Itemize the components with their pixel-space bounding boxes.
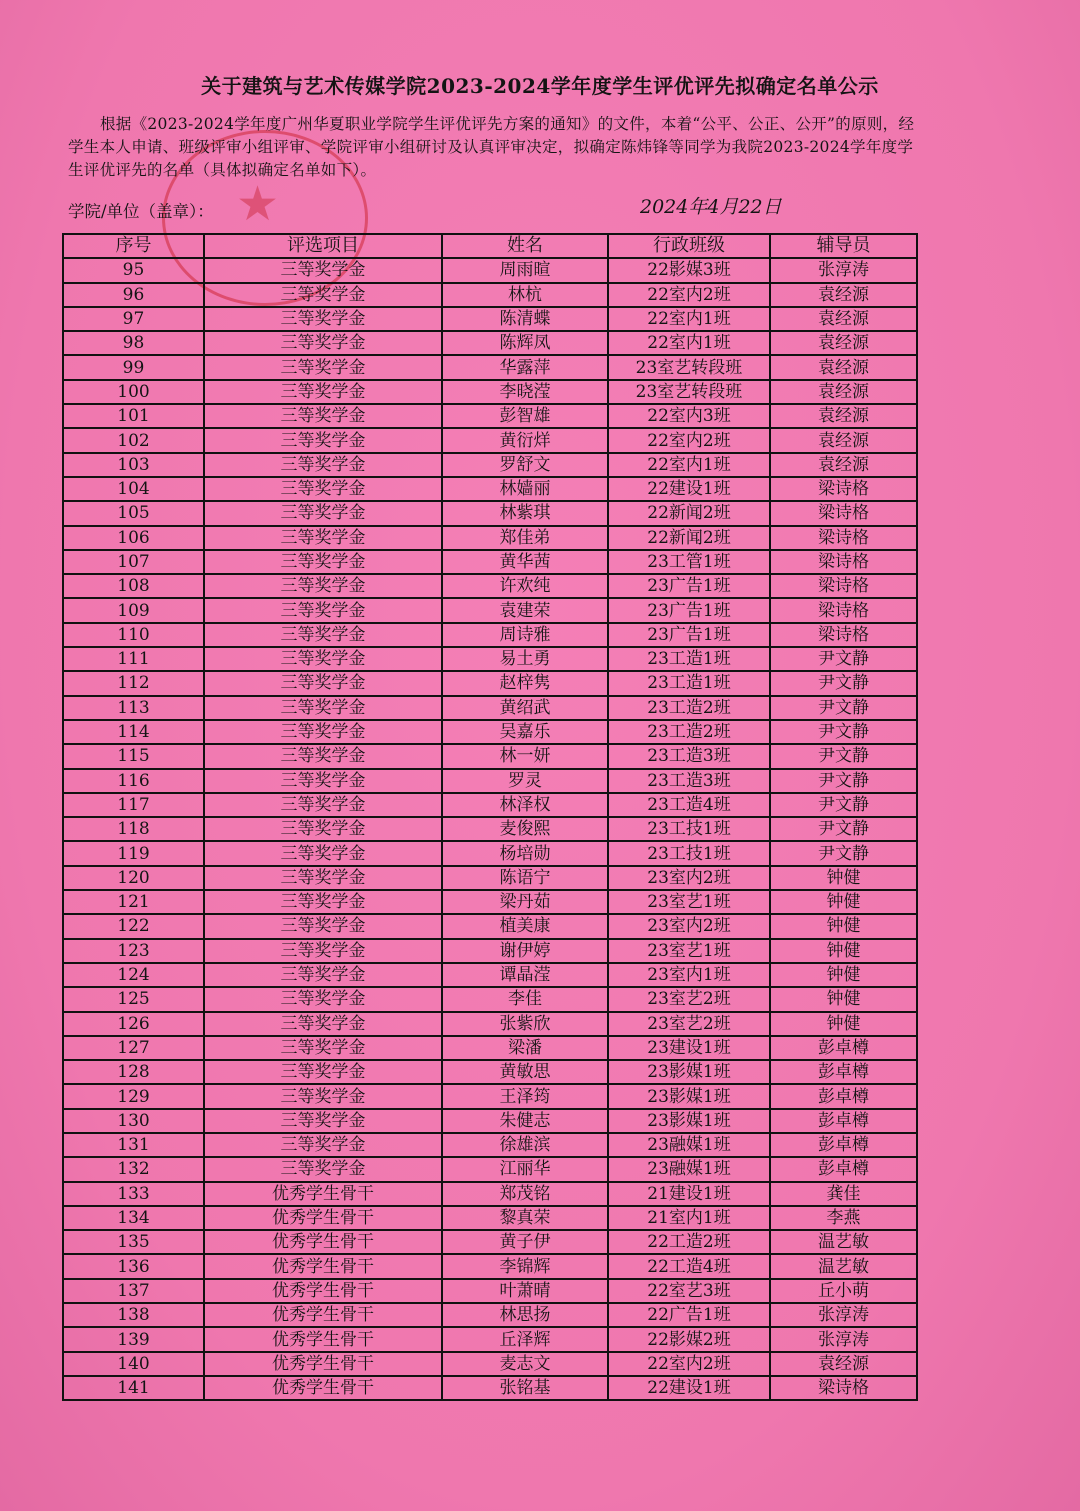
seal-star-icon: ★	[236, 176, 280, 232]
cell-name: 罗舒文	[442, 453, 608, 477]
cell-name: 袁建荣	[442, 598, 608, 622]
cell-award-item: 三等奖学金	[204, 501, 442, 525]
cell-counselor: 袁经源	[770, 307, 917, 331]
cell-serial: 134	[63, 1206, 204, 1230]
cell-serial: 97	[63, 307, 204, 331]
cell-class: 23室艺2班	[608, 1012, 770, 1036]
cell-name: 江丽华	[442, 1157, 608, 1181]
cell-serial: 109	[63, 598, 204, 622]
cell-class: 23工技1班	[608, 817, 770, 841]
cell-serial: 106	[63, 526, 204, 550]
cell-serial: 141	[63, 1376, 204, 1400]
cell-name: 林杭	[442, 283, 608, 307]
cell-serial: 136	[63, 1254, 204, 1278]
cell-name: 黄华茜	[442, 550, 608, 574]
cell-name: 张铭基	[442, 1376, 608, 1400]
cell-name: 许欢纯	[442, 574, 608, 598]
cell-serial: 123	[63, 939, 204, 963]
cell-award-item: 三等奖学金	[204, 914, 442, 938]
cell-class: 23室艺1班	[608, 939, 770, 963]
table-row	[63, 428, 917, 452]
table-row	[63, 963, 917, 987]
cell-class: 23工造1班	[608, 671, 770, 695]
table-header-row	[63, 234, 917, 258]
cell-counselor: 尹文静	[770, 720, 917, 744]
cell-counselor: 钟健	[770, 1012, 917, 1036]
cell-award-item: 优秀学生骨干	[204, 1182, 442, 1206]
cell-name: 陈语宁	[442, 866, 608, 890]
cell-counselor: 梁诗格	[770, 598, 917, 622]
cell-award-item: 三等奖学金	[204, 1060, 442, 1084]
cell-counselor: 尹文静	[770, 744, 917, 768]
cell-counselor: 尹文静	[770, 647, 917, 671]
table-row	[63, 355, 917, 379]
cell-counselor: 彭卓樽	[770, 1109, 917, 1133]
table-row	[63, 1376, 917, 1400]
unit-stamp-label: 学院/单位（盖章）：	[68, 202, 214, 221]
table-row	[63, 331, 917, 355]
cell-award-item: 三等奖学金	[204, 355, 442, 379]
cell-serial: 101	[63, 404, 204, 428]
cell-class: 23工造1班	[608, 647, 770, 671]
cell-counselor: 龚佳	[770, 1182, 917, 1206]
cell-class: 22室内1班	[608, 331, 770, 355]
cell-class: 22室内1班	[608, 307, 770, 331]
cell-class: 23工技1班	[608, 841, 770, 865]
cell-award-item: 优秀学生骨干	[204, 1303, 442, 1327]
header-counselor: 辅导员	[770, 234, 917, 258]
table-row	[63, 696, 917, 720]
cell-class: 22影媒3班	[608, 258, 770, 282]
cell-class: 23室内2班	[608, 914, 770, 938]
cell-award-item: 三等奖学金	[204, 428, 442, 452]
table-row	[63, 647, 917, 671]
cell-counselor: 温艺敏	[770, 1230, 917, 1254]
cell-serial: 115	[63, 744, 204, 768]
cell-name: 陈清蝶	[442, 307, 608, 331]
cell-serial: 104	[63, 477, 204, 501]
cell-name: 黄衍烊	[442, 428, 608, 452]
cell-serial: 131	[63, 1133, 204, 1157]
cell-class: 23融媒1班	[608, 1157, 770, 1181]
cell-serial: 96	[63, 283, 204, 307]
table-row	[63, 1060, 917, 1084]
table-row	[63, 1352, 917, 1376]
cell-serial: 139	[63, 1327, 204, 1351]
cell-award-item: 三等奖学金	[204, 890, 442, 914]
cell-award-item: 三等奖学金	[204, 963, 442, 987]
cell-counselor: 彭卓樽	[770, 1060, 917, 1084]
cell-class: 22新闻2班	[608, 526, 770, 550]
table-row	[63, 453, 917, 477]
cell-award-item: 三等奖学金	[204, 939, 442, 963]
table-row	[63, 1230, 917, 1254]
cell-class: 22室艺3班	[608, 1279, 770, 1303]
table-row	[63, 307, 917, 331]
cell-class: 23广告1班	[608, 598, 770, 622]
cell-counselor: 尹文静	[770, 841, 917, 865]
cell-serial: 137	[63, 1279, 204, 1303]
cell-name: 李晓滢	[442, 380, 608, 404]
cell-name: 黎真荣	[442, 1206, 608, 1230]
table-row	[63, 1133, 917, 1157]
cell-serial: 124	[63, 963, 204, 987]
table-row	[63, 526, 917, 550]
cell-serial: 138	[63, 1303, 204, 1327]
cell-class: 23室艺2班	[608, 987, 770, 1011]
table-row	[63, 477, 917, 501]
cell-serial: 107	[63, 550, 204, 574]
cell-counselor: 袁经源	[770, 1352, 917, 1376]
table-row	[63, 1109, 917, 1133]
cell-class: 23工管1班	[608, 550, 770, 574]
cell-serial: 117	[63, 793, 204, 817]
cell-award-item: 三等奖学金	[204, 866, 442, 890]
cell-serial: 112	[63, 671, 204, 695]
cell-award-item: 优秀学生骨干	[204, 1376, 442, 1400]
cell-counselor: 梁诗格	[770, 574, 917, 598]
cell-name: 徐雄滨	[442, 1133, 608, 1157]
cell-award-item: 三等奖学金	[204, 696, 442, 720]
cell-counselor: 钟健	[770, 890, 917, 914]
table-row	[63, 574, 917, 598]
header-serial: 序号	[63, 234, 204, 258]
cell-counselor: 彭卓樽	[770, 1036, 917, 1060]
cell-serial: 116	[63, 769, 204, 793]
table-row	[63, 720, 917, 744]
cell-name: 郑佳弟	[442, 526, 608, 550]
cell-class: 22室内2班	[608, 283, 770, 307]
table-row	[63, 380, 917, 404]
cell-counselor: 尹文静	[770, 696, 917, 720]
cell-name: 罗灵	[442, 769, 608, 793]
table-row	[63, 404, 917, 428]
table-row	[63, 1254, 917, 1278]
cell-name: 麦俊熙	[442, 817, 608, 841]
cell-counselor: 尹文静	[770, 769, 917, 793]
cell-award-item: 优秀学生骨干	[204, 1230, 442, 1254]
cell-serial: 118	[63, 817, 204, 841]
cell-award-item: 优秀学生骨干	[204, 1327, 442, 1351]
cell-class: 23融媒1班	[608, 1133, 770, 1157]
cell-award-item: 三等奖学金	[204, 574, 442, 598]
award-roster-table	[62, 233, 918, 1401]
cell-class: 23室艺1班	[608, 890, 770, 914]
cell-name: 易土勇	[442, 647, 608, 671]
table-row	[63, 914, 917, 938]
cell-name: 谢伊婷	[442, 939, 608, 963]
cell-serial: 128	[63, 1060, 204, 1084]
cell-serial: 133	[63, 1182, 204, 1206]
cell-serial: 120	[63, 866, 204, 890]
cell-class: 23工造3班	[608, 769, 770, 793]
cell-award-item: 优秀学生骨干	[204, 1352, 442, 1376]
cell-class: 23工造3班	[608, 744, 770, 768]
cell-class: 23广告1班	[608, 623, 770, 647]
cell-serial: 113	[63, 696, 204, 720]
cell-serial: 100	[63, 380, 204, 404]
cell-serial: 129	[63, 1084, 204, 1108]
cell-counselor: 袁经源	[770, 331, 917, 355]
cell-award-item: 三等奖学金	[204, 404, 442, 428]
table-row	[63, 1303, 917, 1327]
cell-award-item: 三等奖学金	[204, 720, 442, 744]
table-row	[63, 817, 917, 841]
header-award-item: 评选项目	[204, 234, 442, 258]
cell-award-item: 三等奖学金	[204, 307, 442, 331]
table-row	[63, 258, 917, 282]
table-row	[63, 841, 917, 865]
cell-serial: 135	[63, 1230, 204, 1254]
cell-serial: 127	[63, 1036, 204, 1060]
cell-award-item: 三等奖学金	[204, 1157, 442, 1181]
cell-class: 22影媒2班	[608, 1327, 770, 1351]
cell-class: 22广告1班	[608, 1303, 770, 1327]
cell-award-item: 三等奖学金	[204, 987, 442, 1011]
cell-name: 林嫱丽	[442, 477, 608, 501]
cell-serial: 114	[63, 720, 204, 744]
cell-serial: 98	[63, 331, 204, 355]
cell-class: 22室内2班	[608, 428, 770, 452]
cell-class: 23室内2班	[608, 866, 770, 890]
cell-name: 黄敏思	[442, 1060, 608, 1084]
cell-class: 22工造4班	[608, 1254, 770, 1278]
header-class: 行政班级	[608, 234, 770, 258]
cell-award-item: 三等奖学金	[204, 598, 442, 622]
cell-serial: 99	[63, 355, 204, 379]
table-row	[63, 939, 917, 963]
cell-counselor: 袁经源	[770, 380, 917, 404]
cell-name: 陈辉凤	[442, 331, 608, 355]
cell-award-item: 三等奖学金	[204, 1109, 442, 1133]
cell-serial: 119	[63, 841, 204, 865]
cell-serial: 105	[63, 501, 204, 525]
cell-name: 周雨暄	[442, 258, 608, 282]
table-row	[63, 1327, 917, 1351]
cell-counselor: 彭卓樽	[770, 1157, 917, 1181]
document-title: 关于建筑与艺术传媒学院2023-2024学年度学生评优评先拟确定名单公示	[201, 74, 879, 98]
table-row	[63, 769, 917, 793]
cell-serial: 108	[63, 574, 204, 598]
cell-serial: 121	[63, 890, 204, 914]
cell-counselor: 梁诗格	[770, 1376, 917, 1400]
cell-class: 23影媒1班	[608, 1060, 770, 1084]
table-row	[63, 283, 917, 307]
cell-class: 23工造2班	[608, 696, 770, 720]
table-row	[63, 744, 917, 768]
cell-name: 梁丹茹	[442, 890, 608, 914]
cell-class: 23影媒1班	[608, 1084, 770, 1108]
cell-name: 林思扬	[442, 1303, 608, 1327]
cell-award-item: 三等奖学金	[204, 1036, 442, 1060]
handwritten-date: 2024年4月22日	[640, 196, 782, 218]
cell-counselor: 张淳涛	[770, 258, 917, 282]
table-row	[63, 1206, 917, 1230]
cell-counselor: 钟健	[770, 987, 917, 1011]
cell-class: 22室内1班	[608, 453, 770, 477]
table-row	[63, 623, 917, 647]
cell-class: 22室内2班	[608, 1352, 770, 1376]
cell-name: 黄子伊	[442, 1230, 608, 1254]
cell-class: 23工造2班	[608, 720, 770, 744]
cell-name: 周诗雅	[442, 623, 608, 647]
cell-name: 黄绍武	[442, 696, 608, 720]
cell-counselor: 彭卓樽	[770, 1133, 917, 1157]
cell-award-item: 优秀学生骨干	[204, 1254, 442, 1278]
cell-award-item: 三等奖学金	[204, 1084, 442, 1108]
cell-counselor: 袁经源	[770, 453, 917, 477]
cell-counselor: 袁经源	[770, 404, 917, 428]
cell-class: 23室内1班	[608, 963, 770, 987]
cell-award-item: 三等奖学金	[204, 331, 442, 355]
cell-serial: 130	[63, 1109, 204, 1133]
cell-counselor: 梁诗格	[770, 477, 917, 501]
cell-class: 23建设1班	[608, 1036, 770, 1060]
cell-name: 丘泽辉	[442, 1327, 608, 1351]
cell-class: 23工造4班	[608, 793, 770, 817]
cell-class: 23室艺转段班	[608, 380, 770, 404]
cell-serial: 132	[63, 1157, 204, 1181]
cell-name: 华露萍	[442, 355, 608, 379]
cell-class: 22工造2班	[608, 1230, 770, 1254]
cell-award-item: 三等奖学金	[204, 671, 442, 695]
cell-class: 22建设1班	[608, 477, 770, 501]
table-row	[63, 598, 917, 622]
cell-name: 植美康	[442, 914, 608, 938]
cell-award-item: 三等奖学金	[204, 550, 442, 574]
cell-counselor: 尹文静	[770, 671, 917, 695]
table-row	[63, 987, 917, 1011]
cell-counselor: 温艺敏	[770, 1254, 917, 1278]
cell-name: 李佳	[442, 987, 608, 1011]
cell-serial: 102	[63, 428, 204, 452]
cell-class: 22室内3班	[608, 404, 770, 428]
cell-counselor: 彭卓樽	[770, 1084, 917, 1108]
cell-award-item: 三等奖学金	[204, 647, 442, 671]
cell-counselor: 钟健	[770, 963, 917, 987]
cell-serial: 125	[63, 987, 204, 1011]
cell-award-item: 三等奖学金	[204, 841, 442, 865]
cell-class: 22新闻2班	[608, 501, 770, 525]
cell-award-item: 三等奖学金	[204, 526, 442, 550]
cell-serial: 110	[63, 623, 204, 647]
cell-counselor: 袁经源	[770, 283, 917, 307]
cell-award-item: 三等奖学金	[204, 258, 442, 282]
table-row	[63, 501, 917, 525]
cell-counselor: 袁经源	[770, 428, 917, 452]
cell-serial: 111	[63, 647, 204, 671]
cell-name: 朱健志	[442, 1109, 608, 1133]
cell-name: 林一妍	[442, 744, 608, 768]
table-row	[63, 671, 917, 695]
cell-name: 梁潘	[442, 1036, 608, 1060]
table-row	[63, 890, 917, 914]
table-row	[63, 1012, 917, 1036]
cell-name: 赵梓隽	[442, 671, 608, 695]
cell-serial: 95	[63, 258, 204, 282]
cell-class: 23影媒1班	[608, 1109, 770, 1133]
cell-award-item: 三等奖学金	[204, 283, 442, 307]
cell-class: 23广告1班	[608, 574, 770, 598]
intro-paragraph: 根据《2023-2024学年度广州华夏职业学院学生评优评先方案的通知》的文件，本着“公平、公正、公开”的原则，经学生本人申请、班级评审小组评审、学院评审小组研讨及认真评审决定，拟确定陈炜锋等同学为我院2023-2024学年度学生评优评先的名单（具体拟确定名单如下）。	[68, 115, 915, 179]
header-name: 姓名	[442, 234, 608, 258]
cell-name: 林紫琪	[442, 501, 608, 525]
cell-name: 杨培勋	[442, 841, 608, 865]
cell-name: 王泽筠	[442, 1084, 608, 1108]
cell-name: 麦志文	[442, 1352, 608, 1376]
cell-serial: 140	[63, 1352, 204, 1376]
cell-counselor: 梁诗格	[770, 501, 917, 525]
cell-counselor: 袁经源	[770, 355, 917, 379]
cell-award-item: 三等奖学金	[204, 1133, 442, 1157]
cell-counselor: 梁诗格	[770, 623, 917, 647]
cell-name: 叶萧晴	[442, 1279, 608, 1303]
table-row	[63, 866, 917, 890]
cell-award-item: 三等奖学金	[204, 453, 442, 477]
cell-counselor: 钟健	[770, 866, 917, 890]
cell-class: 22建设1班	[608, 1376, 770, 1400]
cell-name: 谭晶滢	[442, 963, 608, 987]
cell-serial: 103	[63, 453, 204, 477]
cell-serial: 122	[63, 914, 204, 938]
cell-counselor: 梁诗格	[770, 550, 917, 574]
cell-serial: 126	[63, 1012, 204, 1036]
cell-name: 张紫欣	[442, 1012, 608, 1036]
cell-counselor: 梁诗格	[770, 526, 917, 550]
table-row	[63, 1182, 917, 1206]
cell-name: 林泽权	[442, 793, 608, 817]
cell-award-item: 优秀学生骨干	[204, 1206, 442, 1230]
cell-counselor: 李燕	[770, 1206, 917, 1230]
table-body	[63, 258, 917, 1400]
cell-award-item: 优秀学生骨干	[204, 1279, 442, 1303]
cell-award-item: 三等奖学金	[204, 793, 442, 817]
cell-name: 郑茂铭	[442, 1182, 608, 1206]
cell-award-item: 三等奖学金	[204, 477, 442, 501]
cell-award-item: 三等奖学金	[204, 380, 442, 404]
cell-class: 21室内1班	[608, 1206, 770, 1230]
cell-class: 21建设1班	[608, 1182, 770, 1206]
cell-counselor: 张淳涛	[770, 1327, 917, 1351]
cell-award-item: 三等奖学金	[204, 623, 442, 647]
cell-counselor: 钟健	[770, 939, 917, 963]
cell-name: 李锦辉	[442, 1254, 608, 1278]
cell-counselor: 张淳涛	[770, 1303, 917, 1327]
table-row	[63, 550, 917, 574]
cell-award-item: 三等奖学金	[204, 817, 442, 841]
cell-counselor: 尹文静	[770, 817, 917, 841]
table-row	[63, 1157, 917, 1181]
cell-award-item: 三等奖学金	[204, 1012, 442, 1036]
cell-class: 23室艺转段班	[608, 355, 770, 379]
table-row	[63, 1036, 917, 1060]
cell-counselor: 丘小萌	[770, 1279, 917, 1303]
cell-award-item: 三等奖学金	[204, 744, 442, 768]
table-row	[63, 1279, 917, 1303]
cell-name: 彭智雄	[442, 404, 608, 428]
table-row	[63, 793, 917, 817]
cell-counselor: 尹文静	[770, 793, 917, 817]
cell-name: 吴嘉乐	[442, 720, 608, 744]
table-row	[63, 1084, 917, 1108]
cell-counselor: 钟健	[770, 914, 917, 938]
cell-award-item: 三等奖学金	[204, 769, 442, 793]
